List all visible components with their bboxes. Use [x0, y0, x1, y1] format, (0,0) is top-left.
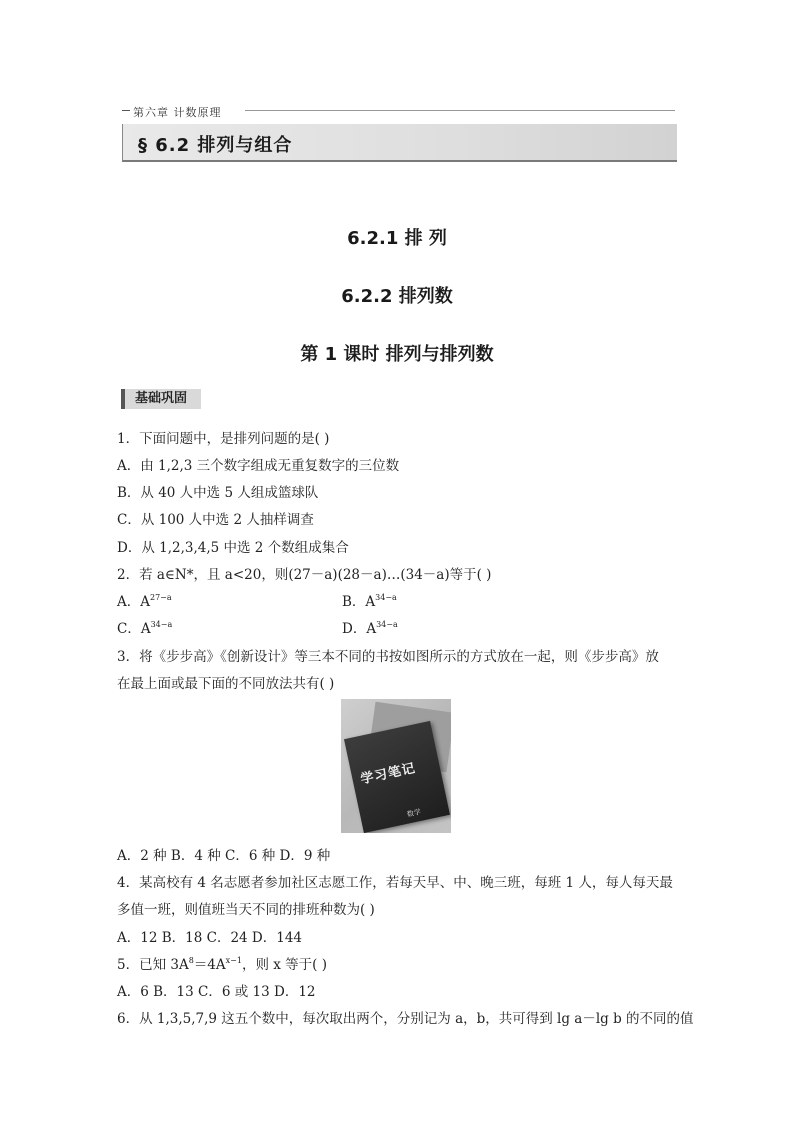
q4-stem-line1: 4．某高校有 4 名志愿者参加社区志愿工作，若每天早、中、晚三班，每班 1 人，每人每天最 [117, 875, 673, 891]
q2-option-d-text: D．A [342, 621, 377, 637]
q2-stem: 2．若 a∈N*，且 a<20，则(27－a)(28－a)…(34－a)等于( ) [117, 567, 492, 583]
q2-option-b-text: B．A [342, 594, 376, 610]
book-stack-photo [341, 699, 451, 833]
q3-stem-line1: 3．将《步步高》《创新设计》等三本不同的书按如图所示的方式放在一起，则《步步高》放 [117, 649, 659, 665]
header-rule-left [122, 110, 130, 111]
heading-6-2-2: 6.2.2 排列数 [341, 286, 453, 307]
q4-options: A．12 B．18 C．24 D．144 [117, 930, 302, 946]
heading-6-2-1: 6.2.1 排 列 [347, 228, 447, 249]
q5-stem-post: ，则 x 等于( ) [241, 957, 327, 973]
q2-option-b [342, 590, 397, 610]
q5-options: A．6 B．13 C．6 或 13 D．12 [117, 984, 316, 1000]
q5-stem [117, 953, 327, 973]
photo-book-subject: 数学 [406, 807, 422, 819]
q2-option-a [117, 590, 172, 610]
q2-option-a-sup: 27−a [150, 592, 172, 602]
q5-stem-mid: ＝4A [193, 957, 226, 973]
q5-stem-sup2: x−1 [225, 955, 242, 965]
q1-option-b: B．从 40 人中选 5 人组成篮球队 [117, 485, 319, 501]
q1-option-c: C．从 100 人中选 2 人抽样调查 [117, 512, 314, 528]
q2-option-c-text: C．A [117, 621, 151, 637]
q4-stem-line2: 多值一班，则值班当天不同的排班种数为( ) [117, 902, 375, 918]
q6-stem: 6．从 1,3,5,7,9 这五个数中，每次取出两个，分别记为 a，b，共可得到 lg a－lg b 的不同的值 [117, 1011, 694, 1027]
heading-lesson-1: 第 1 课时 排列与排列数 [300, 344, 494, 365]
q1-stem: 1．下面问题中，是排列问题的是( ) [117, 431, 330, 447]
q3-stem-line2: 在最上面或最下面的不同放法共有( ) [117, 676, 335, 692]
q1-option-d: D．从 1,2,3,4,5 中选 2 个数组成集合 [117, 540, 349, 556]
section-tag-basics: 基础巩固 [121, 389, 201, 409]
photo-book-title: 学习笔记 [359, 761, 418, 788]
q2-option-d-sup: 34−a [376, 619, 398, 629]
q2-option-a-text: A．A [117, 594, 150, 610]
header-rule-right [245, 110, 675, 111]
section-title: § 6.2 排列与组合 [138, 135, 293, 156]
q1-option-a: A．由 1,2,3 三个数字组成无重复数字的三位数 [117, 458, 400, 474]
q2-option-c-sup: 34−a [150, 619, 173, 629]
q2-option-d [342, 617, 398, 637]
q3-options: A．2 种 B．4 种 C．6 种 D．9 种 [117, 848, 331, 864]
q2-option-b-sup: 34−a [375, 592, 397, 602]
q5-stem-pre: 5．已知 3A [117, 957, 189, 973]
q5-stem-sup1: 8 [188, 955, 194, 965]
chapter-label: 第六章 计数原理 [133, 106, 222, 119]
q2-option-c [117, 617, 172, 637]
